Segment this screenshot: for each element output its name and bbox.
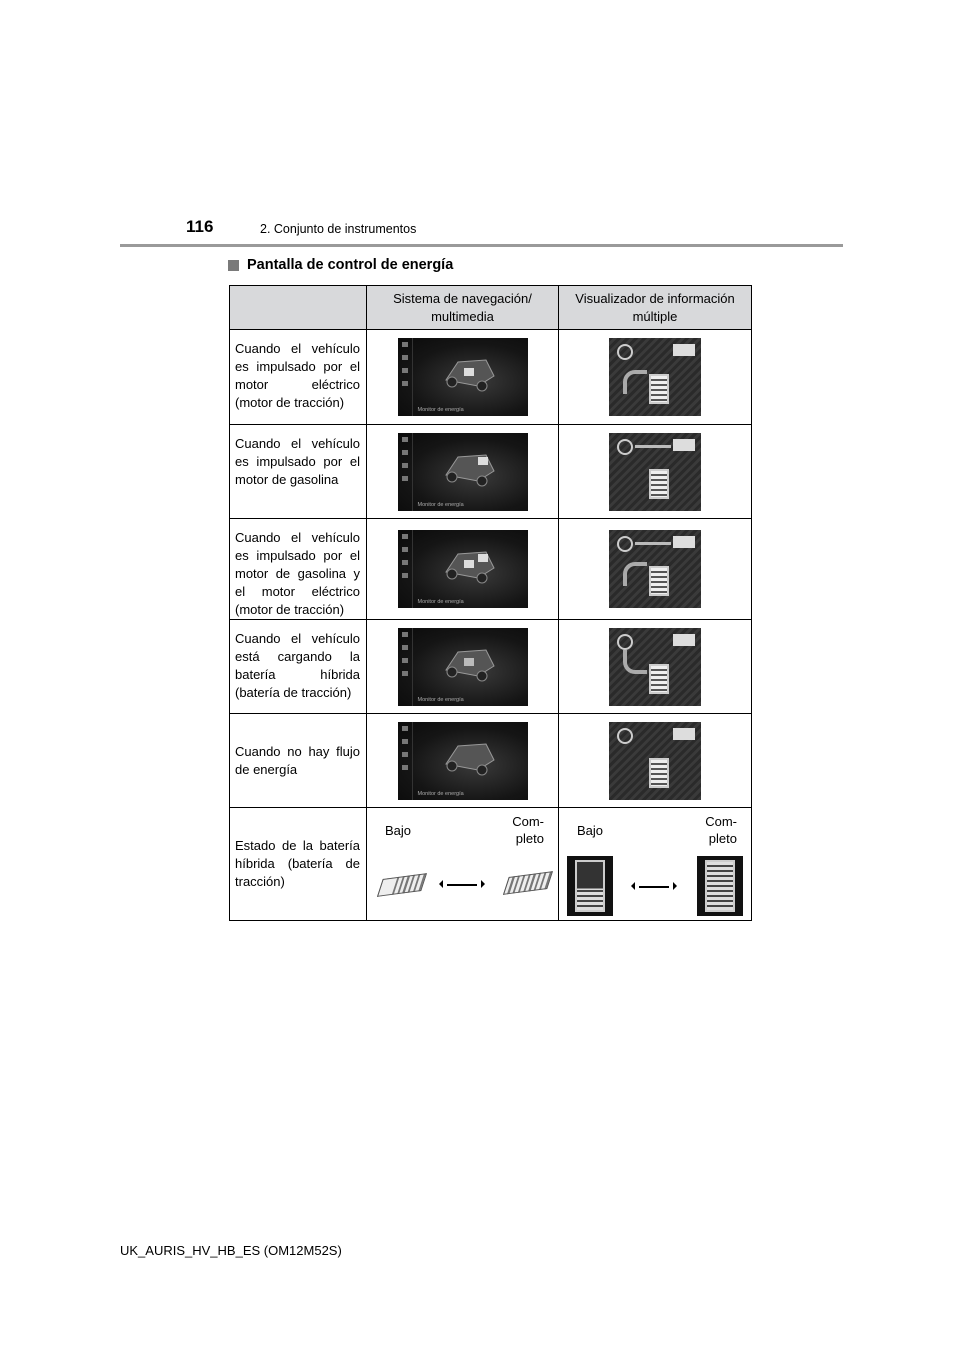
wheel-icon [617,728,633,744]
header-empty [230,286,367,330]
battery-icon [649,664,669,694]
nav-caption: Monitor de energía [417,696,464,703]
battery-full-icon [697,856,743,916]
nav-screen-cell [367,519,559,620]
battery-icon [649,758,669,788]
full-label: Com- pleto [512,814,544,846]
flow-arrow-icon [623,562,647,586]
car-chassis-icon [438,544,500,584]
engine-icon [673,344,695,356]
mid-screen-cell [559,519,752,620]
flow-arrow-icon [635,542,671,545]
nav-caption: Monitor de energía [417,501,464,508]
row-label: Cuando el vehículo es impulsado por el motor de gasolina y el motor eléctrico (motor de tracción) [230,519,367,620]
engine-icon [673,634,695,646]
battery-icon [649,469,669,499]
nav-screen-cell [367,425,559,519]
nav-caption: Monitor de energía [417,599,464,605]
document-code: UK_AURIS_HV_HB_ES (OM12M52S) [120,1243,342,1258]
double-arrow-icon [639,886,669,888]
car-chassis-icon [438,447,500,487]
header-rule [120,244,843,247]
wheel-icon [617,439,633,455]
full-label: Com- pleto [705,814,737,846]
wheel-icon [617,634,633,650]
energy-monitor-screenshot [398,338,528,416]
battery-icon [649,566,669,596]
battery-low-icon [377,873,427,897]
battery-icon [649,374,669,404]
row-label: Cuando el vehículo está cargando la batería híbrida (batería de tracción) [230,620,367,714]
row-label: Cuando no hay flujo de energía [230,714,367,808]
battery-state-row [230,808,752,921]
header-navigation: Sistema de navegación/ multimedia [367,286,559,330]
mid-screen-cell [559,330,752,425]
energy-monitor-table [229,285,752,921]
low-label: Bajo [385,823,412,838]
section-title [228,257,453,273]
mid-screen-cell [559,714,752,808]
nav-battery-cell [367,808,559,921]
mid-battery-cell [559,808,752,921]
flow-arrow-icon [623,650,647,674]
energy-monitor-screenshot [398,628,528,706]
double-arrow-icon [447,884,477,886]
nav-caption: Monitor de energía [417,790,464,797]
row-label: Estado de la batería híbrida (batería de tracción) [230,808,367,921]
table-row [230,330,752,425]
engine-icon [673,439,695,451]
mid-screen-cell [559,425,752,519]
battery-full-icon [503,871,553,895]
energy-monitor-screenshot [398,722,528,800]
nav-caption: Monitor de energía [417,407,464,413]
bullet-square-icon [228,260,239,271]
wheel-icon [617,536,633,552]
multi-info-screenshot [609,628,701,706]
flow-arrow-icon [623,370,647,394]
car-chassis-icon [438,736,500,776]
multi-info-screenshot [609,338,701,416]
car-chassis-icon [438,642,500,682]
section-title-text: Pantalla de control de energía [247,257,454,273]
car-chassis-icon [438,352,500,392]
nav-screen-cell [367,714,559,808]
table-row [230,519,752,620]
wheel-icon [617,344,633,360]
header-multi-info: Visualizador de información múltiple [559,286,752,330]
table-header-row [230,286,752,330]
table-row [230,425,752,519]
low-label: Bajo [577,823,604,838]
energy-monitor-screenshot [398,530,528,608]
multi-info-screenshot [609,433,701,511]
engine-icon [673,536,695,548]
row-label: Cuando el vehículo es impulsado por el motor eléctrico (motor de tracción) [230,330,367,425]
battery-low-icon [567,856,613,916]
flow-arrow-icon [635,445,671,448]
engine-icon [673,728,695,740]
table-row [230,714,752,808]
energy-monitor-screenshot [398,433,528,511]
table-row [230,620,752,714]
nav-screen-cell [367,620,559,714]
page-number: 116 [186,217,214,236]
multi-info-screenshot [609,722,701,800]
mid-screen-cell [559,620,752,714]
chapter-title: 2. Conjunto de instrumentos [260,222,417,236]
row-label: Cuando el vehículo es impulsado por el motor de gasolina [230,425,367,519]
multi-info-screenshot [609,530,701,608]
nav-screen-cell [367,330,559,425]
